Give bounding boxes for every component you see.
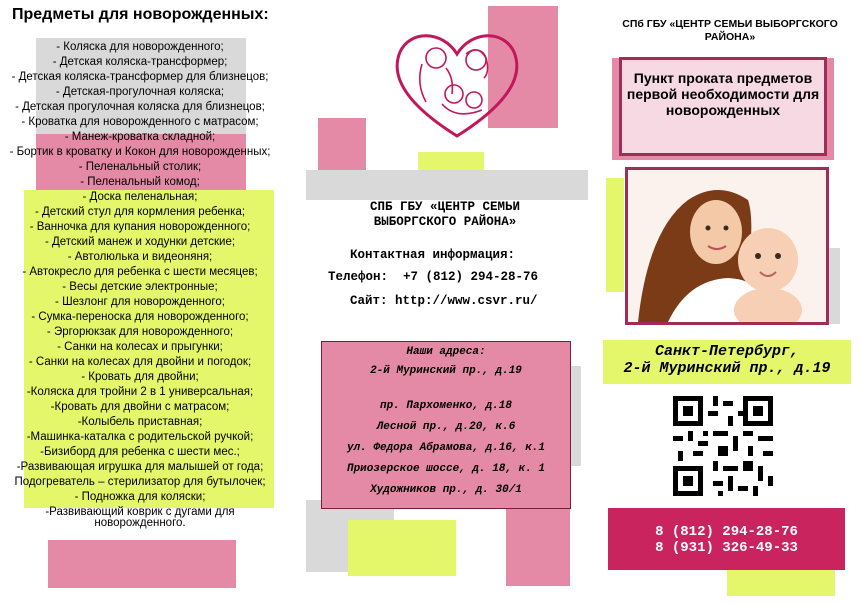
street-line: 2-й Муринский пр., д.19 [623, 360, 831, 377]
address-line: Приозерское шоссе, д. 18, к. 1 [346, 463, 546, 475]
address-line: Художников пр., д. 30/1 [370, 484, 522, 496]
phone-value: +7 (812) 294-28-76 [403, 270, 539, 284]
list-item: - Кроватка для новорожденного с матрасом; [21, 116, 259, 128]
address-line: 2-й Муринский пр., д.19 [370, 365, 522, 377]
grey-band-middle [306, 170, 588, 200]
lime-block-right-mid [606, 178, 624, 292]
list-item: -Машинка-каталка с родительской ручкой; [26, 431, 254, 443]
list-item: - Подножка для коляски; [74, 491, 206, 503]
list-item: - Пеленальный столик; [78, 161, 202, 173]
address-line [322, 382, 570, 396]
phone-1: 8 (812) 294-28-76 [655, 524, 798, 540]
list-item: - Кровать для двойни; [81, 371, 199, 383]
list-item: -Развивающая игрушка для малышей от года; [16, 461, 264, 473]
list-item: -Коляска для тройни 2 в 1 универсальная; [26, 386, 254, 398]
lime-block-middle-bottom [348, 520, 456, 576]
family-heart-logo [386, 24, 528, 142]
list-item: - Санки на колесах для двойни и погодок; [28, 356, 252, 368]
list-item: - Детский стул для кормления ребенка; [34, 206, 246, 218]
list-item: -Кровать для двойни с матрасом; [50, 401, 230, 413]
list-item: - Весы детские электронные; [62, 281, 218, 293]
site-row [350, 294, 538, 308]
addresses-box [321, 341, 571, 509]
addresses-list [322, 361, 570, 501]
list-item: - Сумка-переноска для новорожденного; [31, 311, 249, 323]
addresses-heading: Наши адреса: [406, 346, 486, 358]
list-item: - Шезлонг для новорожденного; [55, 296, 225, 308]
list-item: - Коляска для новорожденного; [56, 41, 224, 53]
title-box [619, 57, 827, 156]
list-item: - Детская коляска-трансформер для близнецов; [11, 71, 269, 83]
phone-row [328, 270, 538, 284]
site-label: Сайт: [350, 294, 388, 308]
list-item: -Колыбель приставная; [77, 416, 203, 428]
city-address [603, 343, 851, 377]
phones-box [608, 508, 845, 570]
site-link[interactable]: http://www.csvr.ru/ [395, 294, 538, 308]
phone-label: Телефон: [328, 270, 389, 284]
list-item: - Санки на колесах и прыгунки; [57, 341, 223, 353]
list-item: - Пеленальный комод; [80, 176, 200, 188]
list-item: - Эргорюкзак для новорожденного; [46, 326, 234, 338]
list-item: - Бортик в кроватку и Кокон для новорожденных; [9, 146, 271, 158]
list-item: -Развивающий коврик с дугами для новорожденного. [45, 506, 235, 529]
list-item: - Детская прогулочная коляска для близнецов; [15, 101, 265, 113]
contact-heading: Контактная информация: [350, 248, 516, 262]
address-line: Лесной пр., д.20, к.6 [376, 421, 516, 433]
middle-org-name: СПБ ГБУ «ЦЕНТР СЕМЬИ ВЫБОРГСКОГО РАЙОНА» [369, 200, 521, 229]
list-item: Подогреватель – стерилизатор для бутылочек; [14, 476, 266, 488]
list-item: -Бизиборд для ребенка с шести мес.; [40, 446, 240, 458]
pink-block-left-bottom [48, 540, 236, 588]
right-org-name: СПб ГБУ «ЦЕНТР СЕМЬИ ВЫБОРГСКОГО РАЙОНА» [622, 18, 838, 43]
left-title: Предметы для новорожденных: [12, 6, 269, 23]
pink-block-middle-bottom [506, 500, 570, 586]
list-item: - Ванночка для купания новорожденного; [29, 221, 251, 233]
items-list [4, 40, 276, 531]
list-item: - Автолюлька и видеоняня; [67, 251, 213, 263]
main-title: Пункт проката предметов первой необходимости для новорожденных [626, 70, 820, 118]
city-line: Санкт-Петербург, [654, 343, 800, 360]
list-item: - Автокресло для ребенка с шести месяцев; [22, 266, 258, 278]
list-item: - Детская-прогулочная коляска; [55, 86, 225, 98]
mother-baby-photo [625, 167, 829, 325]
list-item: - Детский манеж и ходунки детские; [44, 236, 236, 248]
address-line: пр. Пархоменко, д.18 [379, 400, 513, 412]
grey-block-middle-right [571, 366, 581, 466]
list-item: - Манеж-кроватка складной; [64, 131, 216, 143]
list-item: - Доска пеленальная; [82, 191, 198, 203]
phone-2: 8 (931) 326-49-33 [655, 540, 798, 556]
address-line: ул. Федора Абрамова, д.16, к.1 [346, 442, 546, 454]
list-item: - Детская коляска-трансформер; [52, 56, 228, 68]
qr-code [668, 391, 778, 501]
